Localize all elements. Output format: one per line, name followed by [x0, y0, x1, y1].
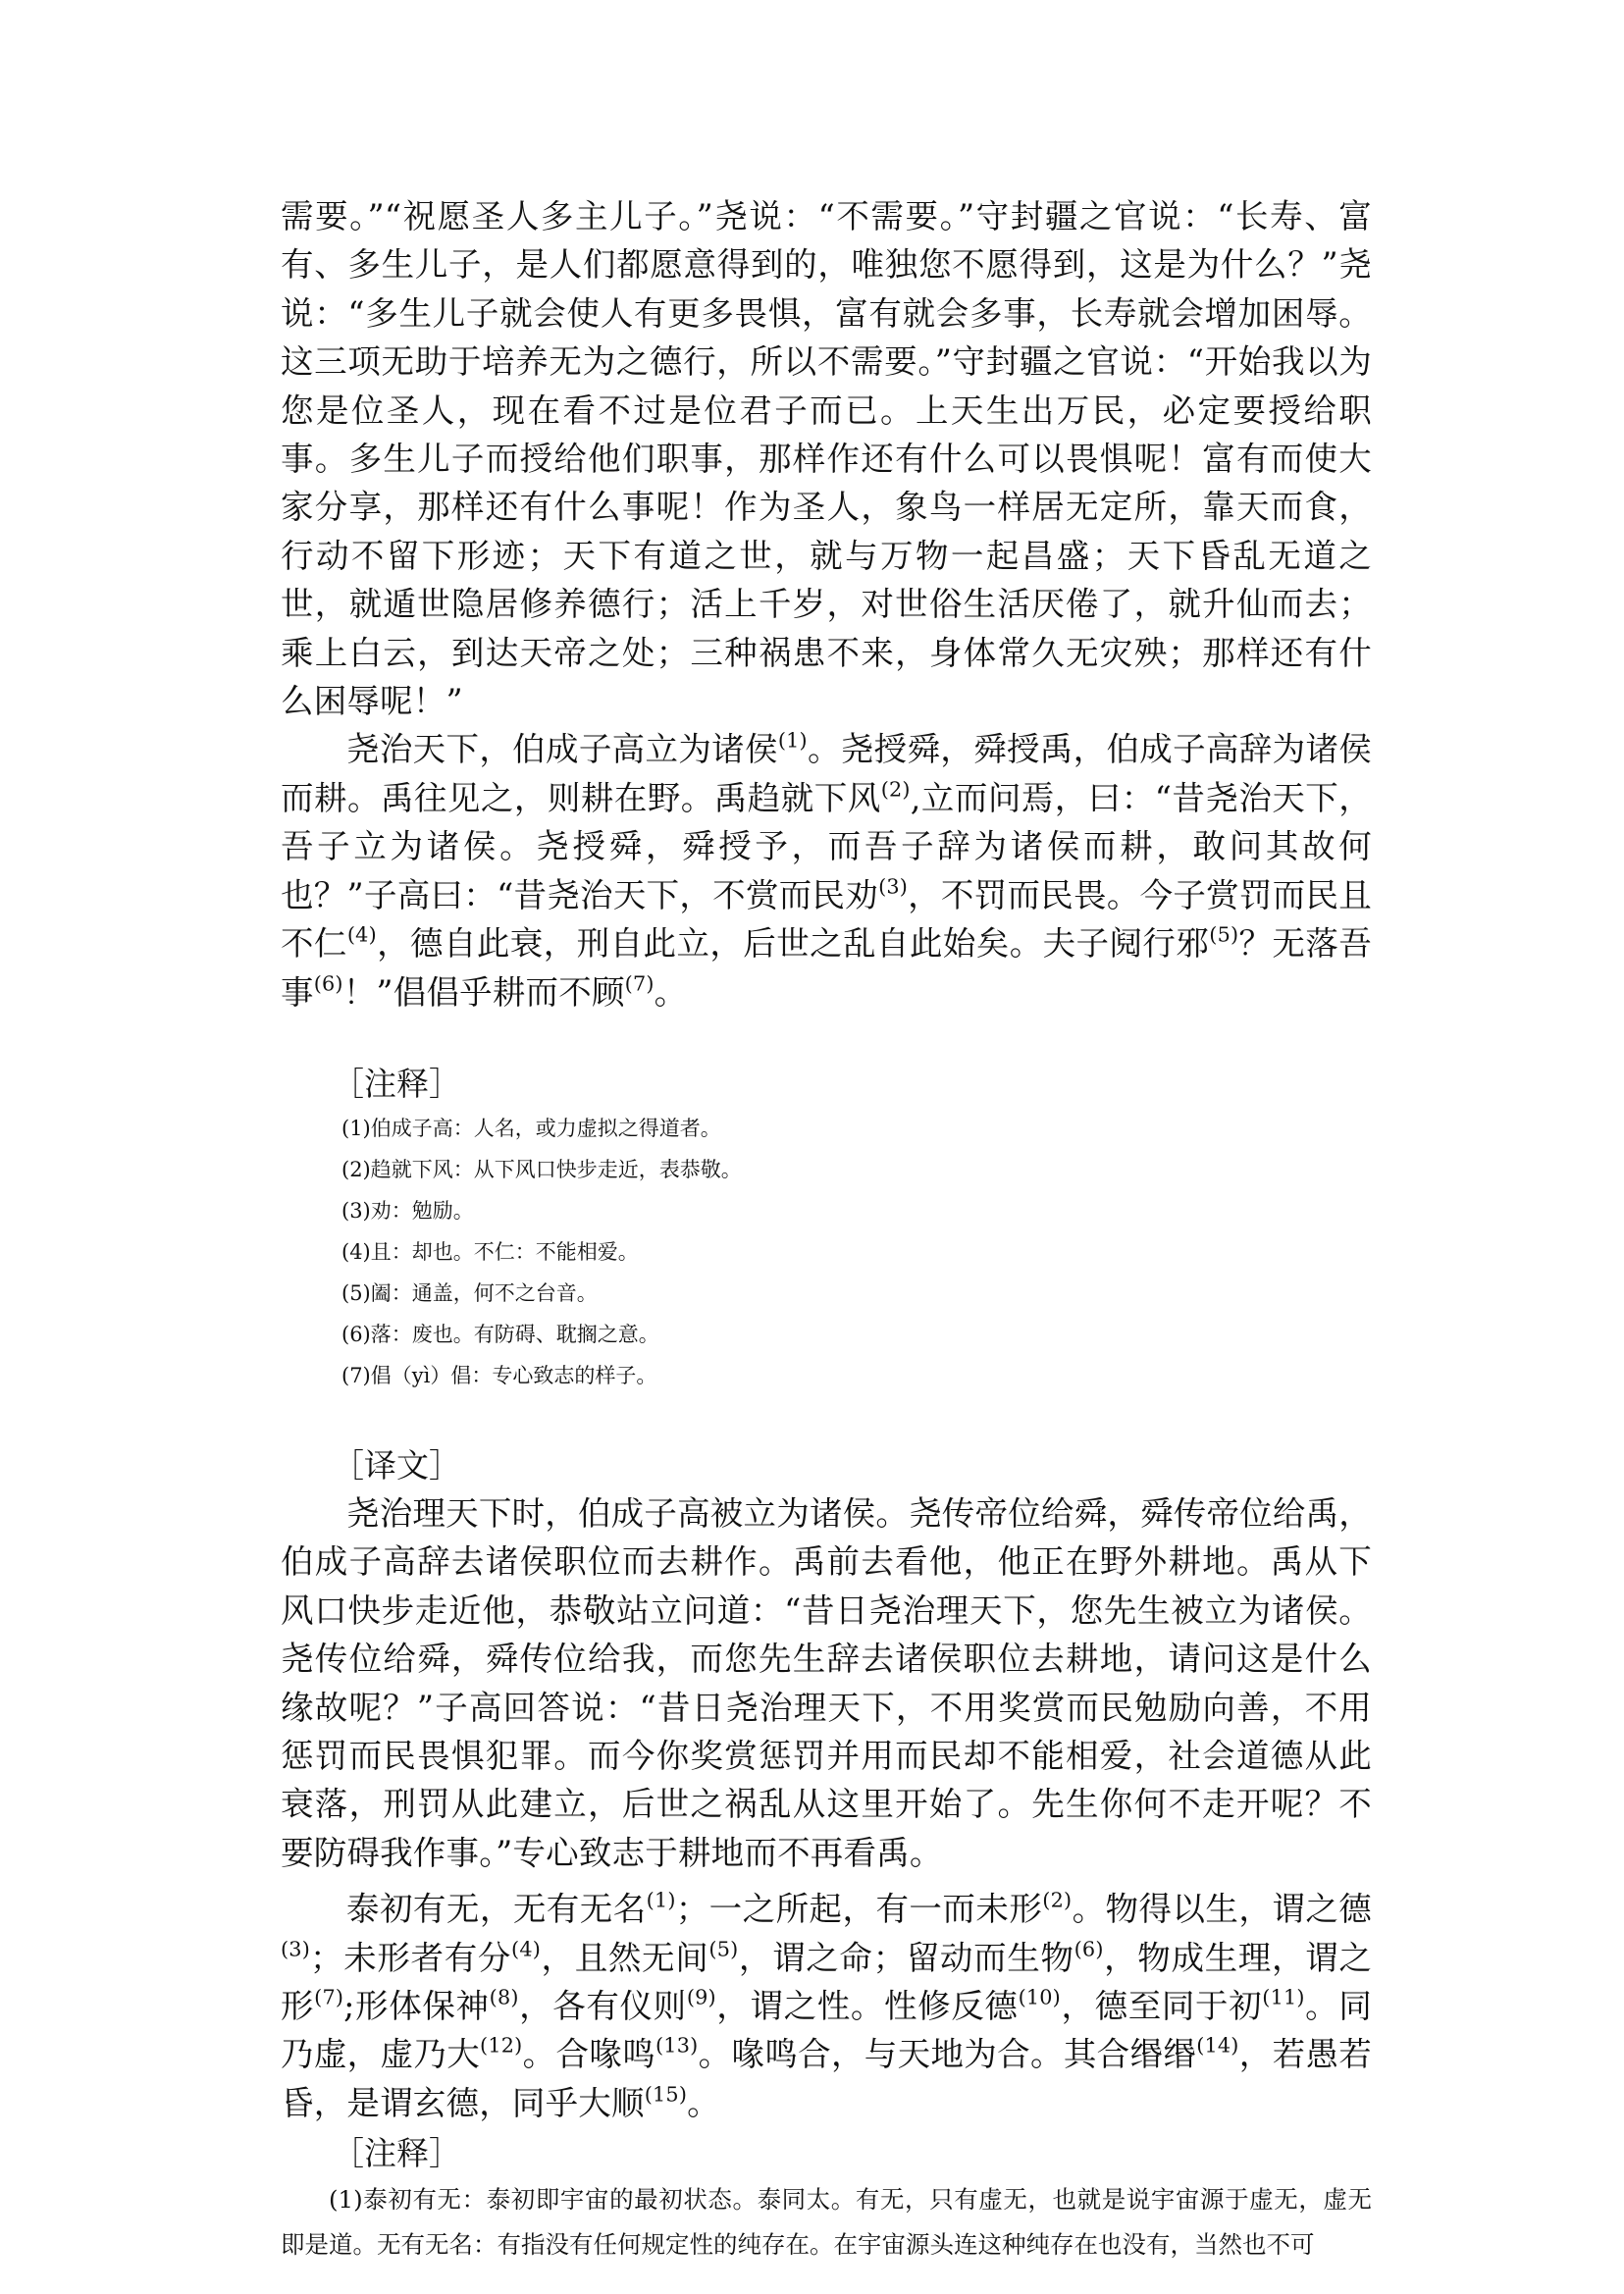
note-item: (7)倡（yì）倡：专心致志的样子。	[341, 1363, 657, 1387]
classical-text-paragraph: 尧治天下，伯成子高立为诸侯$^{(1)}$。尧授舜，舜授禹，伯成子高辞为诸侯而耕。禹往见之，则耕在野。禹趋就下风$^{(2)}$,立而问焉，曰：“昔尧治天下，吾子立为诸侯。尧授舜，舜授予，而吾子辞为诸侯而耕，敢问其故何也？”子高曰：“昔尧治天下，不赏而民劝$^{(3)}$，不罚而民畏。今子赏罚而民且不仁$^{(4)}$，德自此衰，刑自此立，后世之乱自此始矣。夫子阋行邪$^{(5)}$？无落吾事$^{(6)}$！”倡倡乎耕而不顾$^{(7)}$。	[281, 728, 1372, 1012]
note-paragraph: (1)泰初有无：泰初即宇宙的最初状态。泰同太。有无，只有虚无，也就是说宇宙源于虚无，虚无即是道。无有无名：有指没有任何规定性的纯存在。在宇宙源头连这种纯存在也没有，当然也不可	[281, 2185, 1372, 2260]
footnote-ref: (9)	[686, 1985, 716, 2009]
footnote-ref: (6)	[1074, 1937, 1104, 1961]
footnote-ref: (10)	[1018, 1985, 1061, 2009]
footnote-ref: (14)	[1196, 2033, 1239, 2058]
footnote-ref: (12)	[480, 2033, 523, 2058]
footnote-ref: (2)	[880, 777, 911, 802]
notes-heading: ［注释］	[332, 1064, 461, 1103]
note-item: (1)伯成子高：人名，或力虚拟之得道者。	[341, 1116, 721, 1140]
note-item: (6)落：废也。有防碍、耽搁之意。	[341, 1322, 659, 1346]
note-item: (3)劝：勉励。	[341, 1198, 474, 1223]
footnote-ref: (5)	[708, 1937, 739, 1961]
note-item: (4)且：却也。不仁：不能相爱。	[341, 1239, 639, 1264]
footnote-ref: (4)	[511, 1937, 542, 1961]
footnote-ref: (1)	[646, 1888, 676, 1912]
footnote-ref: (2)	[1042, 1888, 1073, 1912]
footnote-ref: (4)	[346, 922, 377, 947]
footnote-ref: (13)	[655, 2033, 699, 2058]
dialogue-paragraph: 需要。”“祝愿圣人多主儿子。”尧说：“不需要。”守封疆之官说：“长寿、富有、多生儿子，是人们都愿意得到的，唯独您不愿得到，这是为什么？”尧说：“多生儿子就会使人有更多畏惧，富有就会多事，长寿就会增加困辱。这三项无助于培养无为之德行，所以不需要。”守封疆之官说：“开始我以为您是位圣人，现在看不过是位君子而已。上天生出万民，必定要授给职事。多生儿子而授给他们职事，那样作还有什么可以畏惧呢！富有而使大家分享，那样还有什么事呢！作为圣人，象鸟一样居无定所，靠天而食，行动不留下形迹；天下有道之世，就与万物一起昌盛；天下昏乱无道之世，就遁世隐居修养德行；活上千岁，对世俗生活厌倦了，就升仙而去；乘上白云，到达天帝之处；三种祸患不来，身体常久无灾殃；那样还有什么困辱呢！”	[281, 197, 1372, 721]
page-body	[281, 192, 1372, 2268]
translation-paragraph: 尧治理天下时，伯成子高被立为诸侯。尧传帝位给舜，舜传帝位给禹，伯成子高辞去诸侯职位而去耕作。禹前去看他，他正在野外耕地。禹从下风口快步走近他，恭敬站立问道：“昔日尧治理天下，您先生被立为诸侯。尧传位给舜，舜传位给我，而您先生辞去诸侯职位去耕地，请问这是什么缘故呢？”子高回答说：“昔日尧治理天下，不用奖赏而民勉励向善，不用惩罚而民畏惧犯罪。而今你奖赏惩罚并用而民却不能相爱，社会道德从此衰落，刑罚从此建立，后世之祸乱从这里开始了。先生你何不走开呢？不要防碍我作事。”专心致志于耕地而不再看禹。	[281, 1493, 1372, 1872]
classical-text-paragraph-2: 泰初有无，无有无名$^{(1)}$；一之所起，有一而未形$^{(2)}$。物得以生，谓之德$^{(3)}$；未形者有分$^{(4)}$，且然无间$^{(5)}$，谓之命；留动而生物$^{(6)}$，物成生理，谓之形$^{(7)}$;形体保神$^{(8)}$，各有仪则$^{(9)}$，谓之性。性修反德$^{(10)}$，德至同于初$^{(11)}$。同乃虚，虚乃大$^{(12)}$。合喙鸣$^{(13)}$。喙鸣合，与天地为合。其合缗缗$^{(14)}$，若愚若昏，是谓玄德，同乎大顺$^{(15)}$。	[281, 1888, 1373, 2122]
footnote-ref: (7)	[624, 971, 655, 995]
footnote-ref: (5)	[1209, 922, 1239, 947]
notes-heading-2: ［注释］	[332, 2134, 461, 2173]
note-item: (5)阖：通盖，何不之台音。	[341, 1280, 598, 1305]
translation-heading: ［译文］	[332, 1445, 461, 1485]
footnote-ref: (8)	[489, 1985, 519, 2009]
footnote-ref: (3)	[878, 874, 909, 899]
note-item: (2)趋就下风：从下风口快步走近，表恭敬。	[341, 1157, 742, 1181]
footnote-ref: (1)	[777, 728, 808, 753]
footnote-ref: (15)	[644, 2082, 688, 2107]
footnote-ref: (3)	[281, 1937, 311, 1961]
footnote-ref: (11)	[1262, 1985, 1305, 2009]
notes-list	[341, 1108, 1372, 1396]
footnote-ref: (6)	[313, 971, 343, 995]
footnote-ref: (7)	[314, 1985, 344, 2009]
